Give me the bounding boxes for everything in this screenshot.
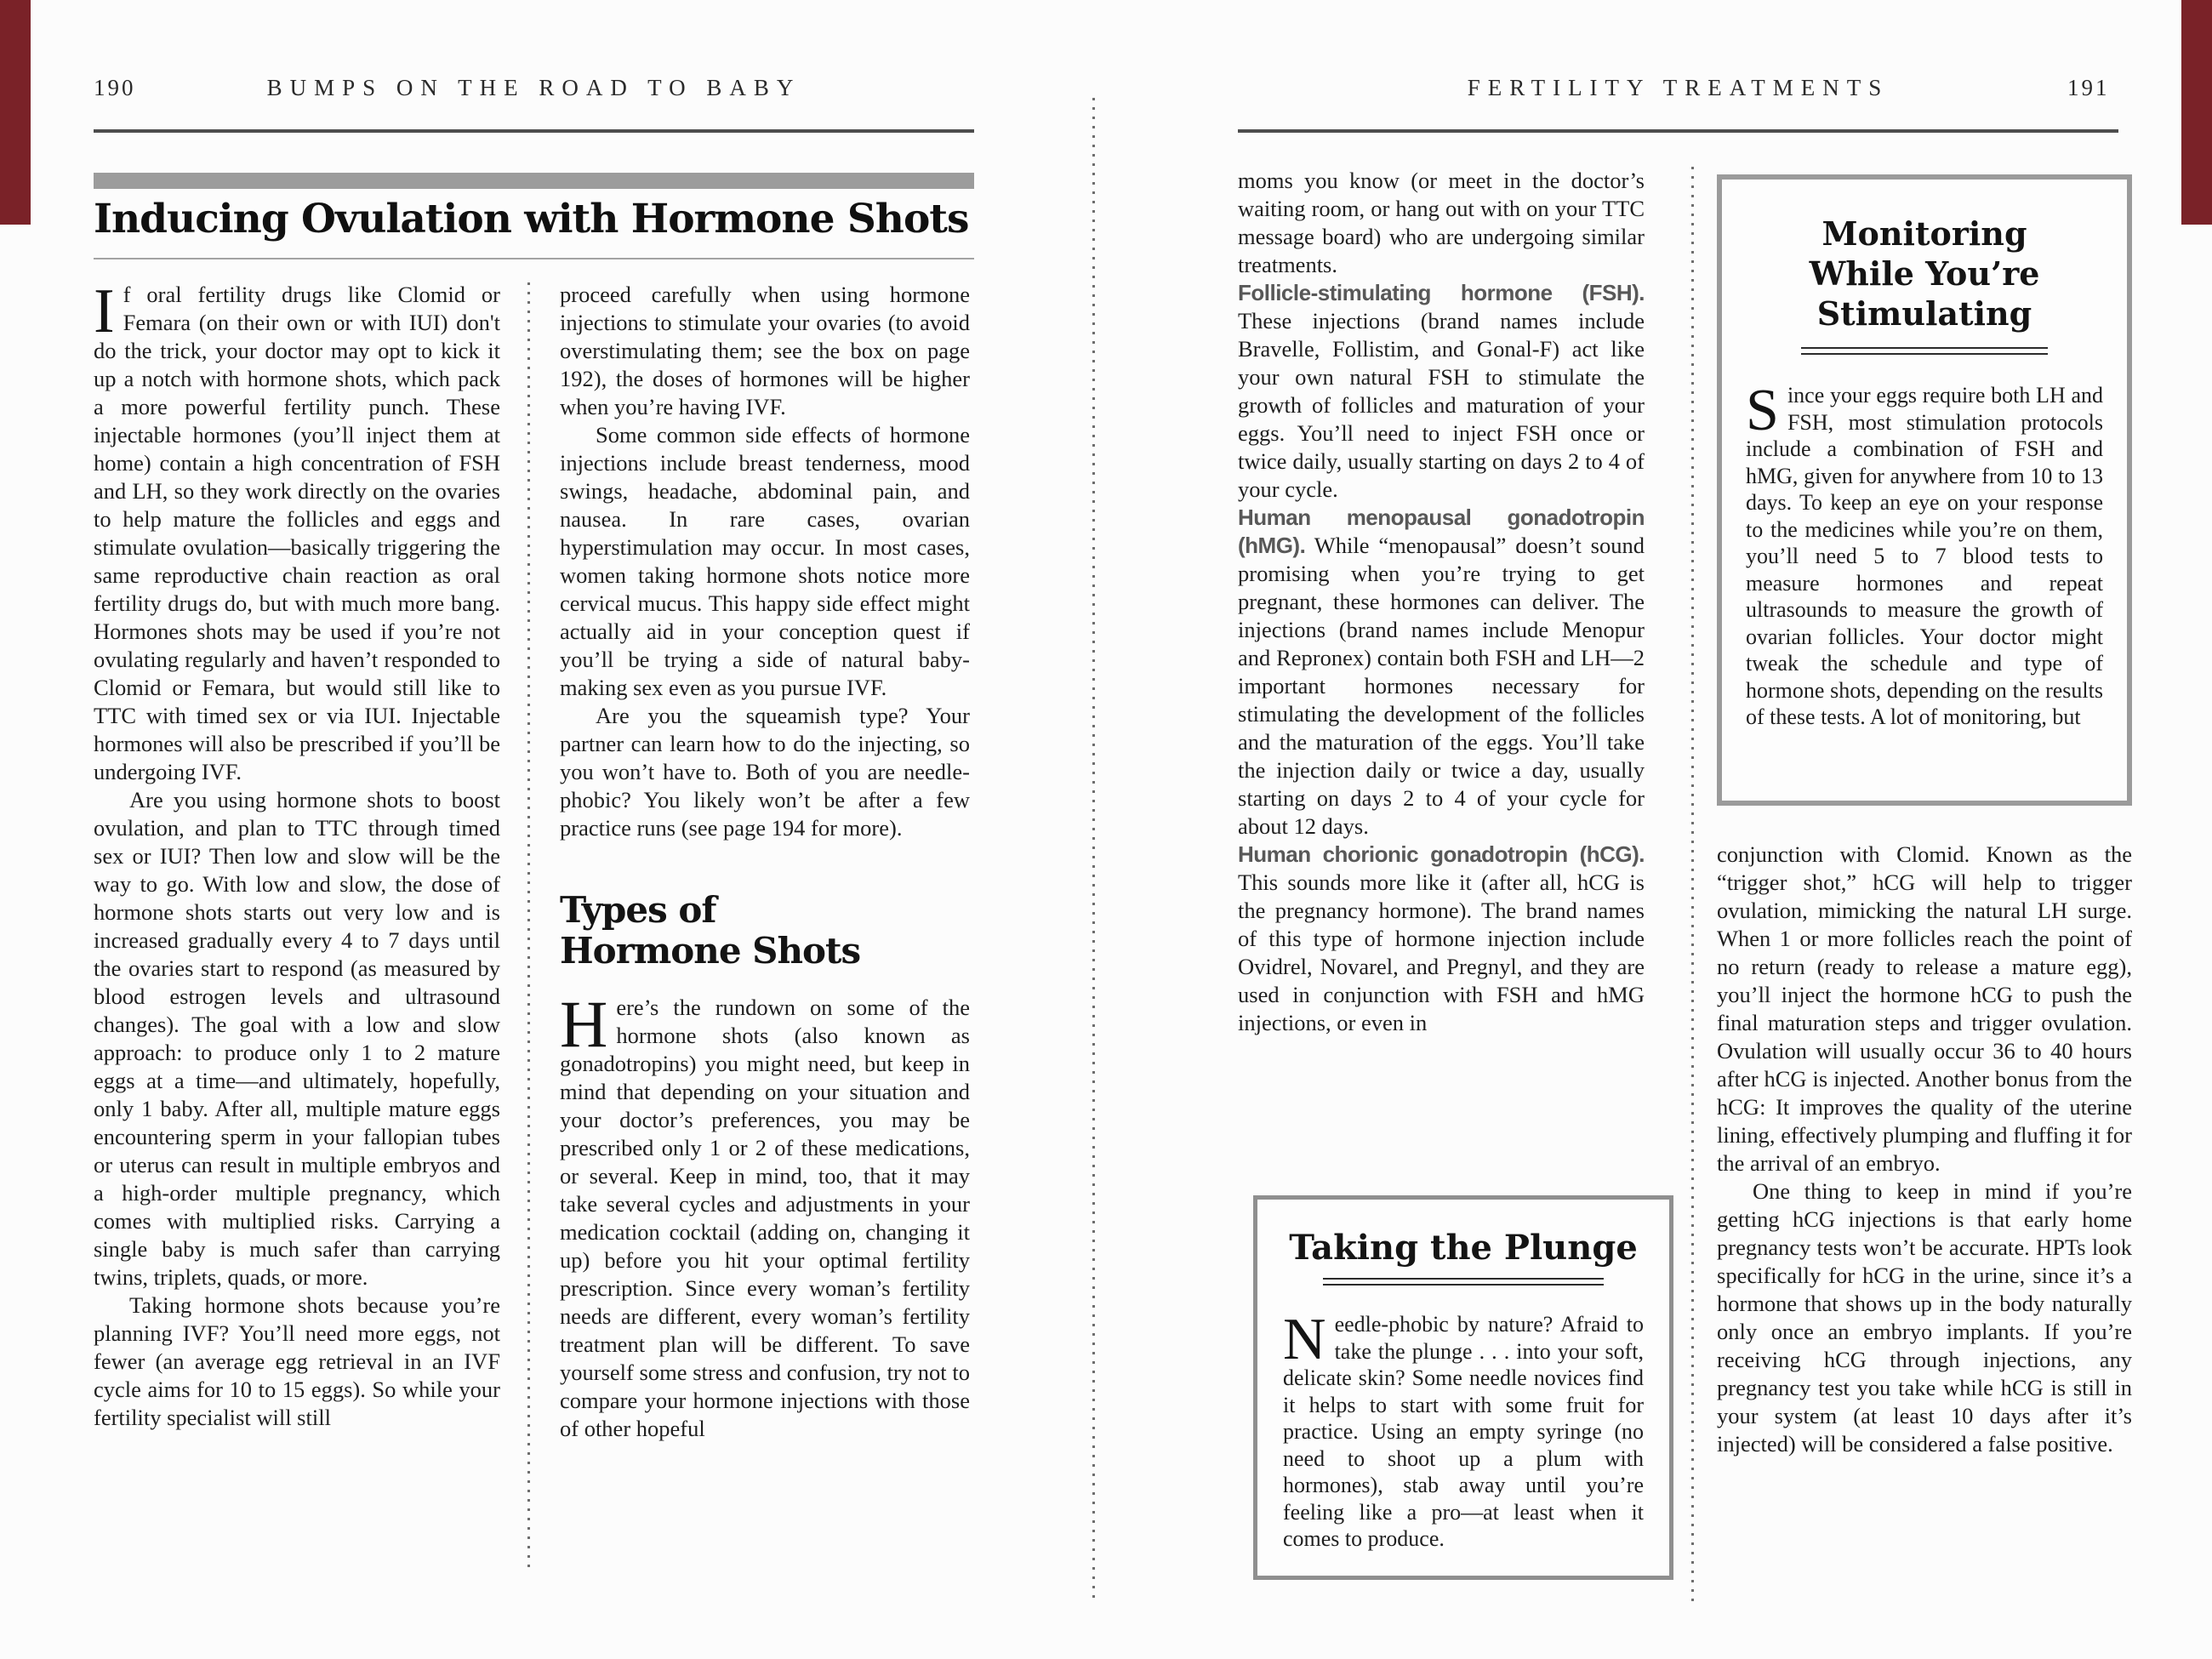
right-running-head: FERTILITY TREATMENTS <box>1467 75 1890 100</box>
section-heading <box>560 890 970 972</box>
plunge-box-body <box>1283 1307 1644 1553</box>
paragraph: Some common side effects of hormone injections include breast tenderness, mood swings, headache, abdominal pain, and nausea. In rare cases, ovarian hyperstimulation may occur. In most cases, women taking hormone shots notice more cervical mucus. This happy side effect might actually aid in your conception quest if you’ll be trying a side of natural baby-making sex even as you pursue IVF. <box>560 422 970 700</box>
left-header-rule <box>94 129 974 133</box>
monitoring-title-line3: Stimulating <box>1816 294 2032 333</box>
left-page-column-divider <box>527 282 530 1571</box>
right-header-rule <box>1238 129 2118 133</box>
right-edge-red-bar <box>2181 0 2212 225</box>
right-page-number: 191 <box>2067 75 2110 100</box>
paragraph: proceed carefully when using hormone injections to stimulate your ovaries (to avoid overstimulating them; see the box on page 192), the doses of hormones will be higher when you’re having IVF. <box>560 282 970 419</box>
dropcap-letter: H <box>560 987 608 1061</box>
body-text: ince your eggs require both LH and FSH, most stimulation protocols include a combination of FSH and hMG, given for anywhere from 10 to 13 days. To keep an eye on your response to the medicines while you’re on them, you’ll need 5 to 7 blood tests to measure hormones and repeat ultrasounds to measure the growth of ovarian follicles. Your doctor might tweak the schedule and type of hormone shots, depending on the results of these tests. A lot of monitoring, but <box>1746 383 2103 729</box>
body-text: These injections (brand names include Bravelle, Follistim, and Gonal-F) act like your own natural FSH to stimulate the growth of follicles and maturation of your eggs. You’ll need to inject FSH once or twice daily, usually starting on days 2 to 4 of your cycle. <box>1238 308 1645 502</box>
body-text: ere’s the rundown on some of the hormone shots (also known as gonadotropins) you might need, but keep in mind that depending on your situation and your doctor’s preferences, you may be prescribed only 1 or 2 of these medications, or several. Keep in mind, too, that it may take several cycles and adjustments in your medication cocktail (adding on, changing it up) before you hit your optimal fertility prescription. Since every woman’s fertility needs are different, every woman’s fertility treatment plan will be different. To save yourself some stress and confusion, try not to compare your hormone injections with those of other hopeful <box>560 995 970 1441</box>
left-page-column-1 <box>94 281 500 1584</box>
body-text: While “menopausal” doesn’t sound promising when you’re trying to get pregnant, these hormones can deliver. The injections (brand names include Menopur and Repronex) contain both FSH and LH—2 important hormones necessary for stimulating the development of the follicles and the maturation of the eggs. You’ll take the injection daily or twice a day, usually starting on days 2 to 4 of your cycle for about 12 days. <box>1238 533 1645 839</box>
fsh-entry <box>1238 279 1645 504</box>
dropcap-letter: N <box>1283 1307 1326 1372</box>
monitoring-box-body <box>1746 378 2103 731</box>
right-page-column-divider <box>1691 167 1694 1603</box>
left-page-column-2 <box>560 281 970 1584</box>
monitoring-title-rule <box>1801 347 2048 355</box>
left-edge-red-bar <box>0 0 31 225</box>
monitoring-title-line2: While You’re <box>1809 254 2040 293</box>
paragraph: Are you using hormone shots to boost ovulation, and plan to TTC through timed sex or IUI? Then low and slow will be the way to go. With low and slow, the dose of hormone shots starts out very low and is increased gradually every 4 to 7 days until the ovaries start to respond (as measured by blood estrogen levels and ultrasound changes). The goal with a low and slow approach: to produce only 1 to 2 mature eggs at a time—and ultimately, hopefully, only 1 baby. After all, multiple mature eggs encountering sperm in your fallopian tubes or uterus can result in multiple embryos and a high-order multiple pregnancy, which comes with multiplied risks. Carrying a single baby is much safer than carrying twins, triplets, quads, or more. <box>94 787 500 1290</box>
plunge-box-title: Taking the Plunge <box>1289 1228 1638 1268</box>
monitoring-title-line1: Monitoring <box>1821 214 2027 253</box>
hcg-entry <box>1238 841 1645 1037</box>
section-heading-line1: Types of <box>560 889 716 931</box>
spread-center-divider <box>1092 98 1095 1602</box>
paragraph <box>94 281 500 786</box>
paragraph: One thing to keep in mind if you’re getting hCG injections is that early home pregnancy tests won’t be accurate. HPTs look specifically for hCG in the urine, since it’s a hormone that shows up in the body naturally only once an embryo implants. If you’re receiving hCG through injections, any pregnancy test you take while hCG is still in your system (at least 10 days after it’s injected) will be considered a false positive. <box>1717 1178 2132 1457</box>
left-page-number: 190 <box>94 75 136 100</box>
section-heading-line2: Hormone Shots <box>560 930 861 972</box>
paragraph: Are you the squeamish type? Your partner can learn how to do the injecting, so you won’t have to. Both of you are needle-phobic? You likely won’t be after a few practice runs (see page 194 for more). <box>560 703 970 841</box>
plunge-box <box>1253 1195 1673 1580</box>
title-underline <box>94 258 974 259</box>
dropcap-letter: S <box>1746 378 1779 443</box>
monitoring-box-title <box>1746 214 2103 334</box>
right-page-column-1 <box>1238 167 1645 1171</box>
plunge-title-rule <box>1323 1278 1604 1286</box>
left-running-head: BUMPS ON THE ROAD TO BABY <box>266 75 801 100</box>
paragraph: Taking hormone shots because you’re planning IVF? You’ll need more eggs, not fewer (an average egg retrieval in an IVF cycle aims for 10 to 15 eggs). So while your fertility specialist will still <box>94 1292 500 1430</box>
body-text: eedle-phobic by nature? Afraid to take the plunge . . . into your soft, delicate skin? Some needle novices find it helps to start with some fruit for practice. Using an empty syringe (no need to shoot up a plum with hormones), stab away until you’re feeling like a pro—at least when it comes to produce. <box>1283 1312 1644 1551</box>
page-title: Inducing Ovulation with Hormone Shots <box>94 196 969 242</box>
hmg-subhead: Human menopausal gonadotropin (hMG). <box>1238 505 1645 558</box>
title-gray-bar <box>94 173 974 189</box>
monitoring-sidebar-box <box>1717 174 2132 806</box>
dropcap-letter: I <box>94 281 115 346</box>
fsh-subhead: Follicle-stimulating hormone (FSH). <box>1238 280 1645 305</box>
hmg-entry <box>1238 504 1645 841</box>
paragraph: conjunction with Clomid. Known as the “trigger shot,” hCG will help to trigger ovulation, mimicking the natural LH surge. When 1 or more follicles reach the point of no return (ready to release a mature egg), you’ll inject the hormone hCG to push the final maturation steps and trigger ovulation. Ovulation will usually occur 36 to 40 hours after hCG is injected. Another bonus from the hCG: It improves the quality of the uterine lining, effectively plumping and fluffing it for the arrival of an embryo. <box>1717 841 2132 1176</box>
body-text: This sounds more like it (after all, hCG is the pregnancy hormone). The brand names of this type of hormone injection include Ovidrel, Novarel, and Pregnyl, and they are used in conjunction with FSH and hMG injections, or even in <box>1238 869 1645 1035</box>
paragraph <box>560 987 970 1443</box>
paragraph: moms you know (or meet in the doctor’s waiting room, or hang out with on your TTC message board) who are undergoing similar treatments. <box>1238 168 1645 277</box>
body-text: f oral fertility drugs like Clomid or Femara (on their own or with IUI) don't do the trick, your doctor may opt to kick it up a notch with hormone shots, which pack a more powerful fertility punch. These injectable hormones (you’ll inject them at home) contain a high concentration of FSH and LH, so they work directly on the ovaries to help mature the follicles and eggs and stimulate ovulation—basically triggering the same reproductive chain reaction as oral fertility drugs do, but with much more bang. Hormones shots may be used if you’re not ovulating regularly and haven’t responded to Clomid or Femara, but would still like to TTC with timed sex or via IUI. Injectable hormones will also be prescribed if you’ll be undergoing IVF. <box>94 282 500 784</box>
right-page-column-2 <box>1717 841 2132 1589</box>
hcg-subhead: Human chorionic gonadotropin (hCG). <box>1238 841 1645 867</box>
